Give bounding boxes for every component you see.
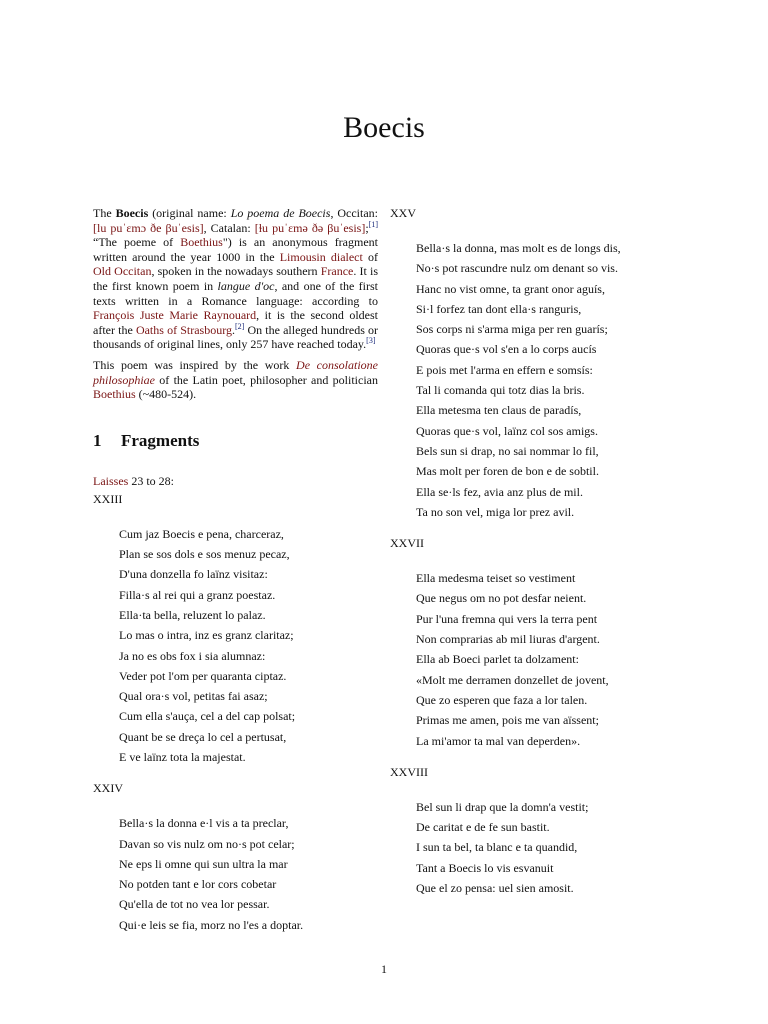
stanza-heading: XXV — [390, 206, 416, 220]
laisses-range: 23 to 28: — [128, 473, 174, 488]
page-number: 1 — [381, 962, 387, 976]
verse-line: Ella ab Boeci parlet ta dolzament: — [416, 652, 579, 667]
italic-text: Lo poema de Boecis — [230, 206, 331, 220]
italic-text: langue d'oc — [217, 278, 275, 293]
verse-line: Bels sun si drap, no sai nommar lo fil, — [416, 443, 599, 458]
text-run: On the alleged hundreds or thousands of original lines, only 257 have reached today. — [93, 322, 379, 352]
stanza — [390, 206, 680, 522]
verse-line: Davan so vis nulz om no·s pot celar; — [119, 836, 295, 851]
text-run: , Occitan: — [330, 206, 379, 220]
verse-line: Cum ella s'auça, cel a del cap polsat; — [119, 709, 296, 724]
verse-line: Ella·ta bella, reluzent lo palaz. — [119, 607, 266, 622]
text-run: (original name: — [148, 206, 231, 220]
text-run: . — [232, 322, 235, 337]
stanza-heading: XXVII — [390, 536, 424, 551]
right-column — [390, 206, 680, 912]
verse-line: La mi'amor ta mal van deperden». — [416, 733, 581, 748]
verse-line: De caritat e de fe sun bastit. — [416, 820, 550, 835]
stanza — [390, 765, 680, 898]
inspiration-paragraph — [93, 358, 378, 402]
wiki-link[interactable]: France — [320, 264, 354, 279]
verse-line: Bella·s la donna, mas molt es de longs dis, — [416, 241, 621, 255]
reference-superscript — [366, 336, 375, 345]
reference-superscript — [369, 220, 378, 229]
text-run: , it is the second oldest after the — [93, 308, 378, 337]
stanza — [93, 492, 378, 768]
verse-line: Plan se sos dols e sos menuz pecaz, — [119, 547, 290, 562]
reference-link[interactable]: [3] — [366, 336, 376, 346]
verse-line: Filla·s al rei qui a granz poestaz. — [119, 587, 276, 602]
verse-line: I sun ta bel, ta blanc e ta quandid, — [416, 840, 578, 855]
verse-line: Ta no son vel, miga lor prez avil. — [416, 504, 575, 519]
verse-block — [119, 524, 378, 768]
verse-line: No·s pot rascundre nulz om denant so vis. — [416, 261, 618, 276]
stanza — [93, 781, 378, 935]
wiki-link[interactable]: De consolatione philosophiae — [93, 357, 378, 387]
verse-line: Hanc no vist omne, ta grant onor aguís, — [416, 281, 605, 296]
verse-line: No potden tant e lor cors cobetar — [119, 877, 277, 892]
verse-block — [416, 797, 680, 898]
section-title: Fragments — [121, 430, 200, 450]
verse-line: E pois met l'arma en effern e somsís: — [416, 362, 593, 377]
verse-block — [416, 568, 680, 751]
text-run: . It is the first known poem in — [93, 264, 378, 293]
laisses-link[interactable]: Laisses — [93, 473, 129, 488]
text-run: of the Latin poet, philosopher and politician — [155, 372, 378, 387]
verse-line: Que el zo pensa: uel sien amosit. — [416, 881, 574, 896]
reference-link[interactable]: [1] — [368, 219, 379, 229]
verse-line: D'una donzella fo laïnz visitaz: — [119, 567, 268, 582]
text-run: , and one of the first texts written in a Romance language: according to — [93, 278, 379, 308]
text-run: “The poeme of — [93, 235, 181, 250]
verse-line: Ja no es obs fox i sia alumnaz: — [119, 648, 266, 663]
laisses-intro — [93, 474, 378, 488]
verse-line: Ella se·ls fez, avia anz plus de mil. — [416, 484, 583, 499]
reference-link[interactable]: [2] — [235, 321, 245, 331]
wiki-link[interactable]: [ɫu puˈɛmə ðə βuˈesis] — [254, 220, 366, 235]
section-heading — [93, 430, 378, 452]
intro-paragraph — [93, 206, 378, 352]
verse-line: Non comprarias ab mil liuras d'argent. — [416, 632, 600, 647]
section-number: 1 — [93, 430, 102, 450]
verse-block — [416, 238, 680, 522]
text-run: of — [362, 249, 378, 264]
wiki-link[interactable]: [lu puˈɛmɔ ðe βuˈesis] — [93, 220, 204, 235]
stanza-heading: XXVIII — [390, 764, 428, 779]
page-title: Boecis — [343, 111, 425, 144]
verse-line: Que negus om no pot desfar neient. — [416, 591, 587, 606]
wiki-link[interactable]: Oaths of Strasbourg — [135, 322, 232, 337]
stanza-heading: XXIII — [93, 491, 123, 506]
verse-line: Quant be se dreça lo cel a pertusat, — [119, 729, 287, 744]
verse-line: Tant a Boecis lo vis esvanuit — [416, 860, 554, 875]
wiki-link[interactable]: Limousin dialect — [279, 249, 363, 264]
text-run: ; — [365, 220, 369, 235]
verse-line: Ella metesma ten claus de paradís, — [416, 403, 582, 418]
verse-line: Tal li comanda qui totz dias la bris. — [416, 383, 585, 398]
verse-line: Qui·e leis se fia, morz no l'es a doptar. — [119, 917, 304, 932]
verse-line: Ella medesma teiset so vestiment — [416, 571, 576, 586]
text-run: , Catalan: — [203, 220, 255, 235]
verse-line: Lo mas o intra, inz es granz claritaz; — [119, 628, 294, 643]
verse-line: Quoras que·s vol s'en a lo corps aucís — [416, 342, 597, 357]
verse-line: Bel sun li drap que la domn'a vestit; — [416, 799, 589, 814]
verse-line: Mas molt per foren de bon e de sobtil. — [416, 464, 599, 479]
verse-line: Cum jaz Boecis e pena, charceraz, — [119, 526, 284, 541]
verse-block — [119, 813, 378, 935]
wiki-link[interactable]: Boethius — [93, 387, 136, 402]
verse-line: E ve laïnz tota la majestat. — [119, 749, 246, 764]
wiki-link[interactable]: Old Occitan — [93, 264, 152, 279]
verse-line: Qual ora·s vol, petitas fai asaz; — [119, 689, 268, 704]
reference-superscript — [235, 322, 244, 331]
verse-line: Ne eps li omne qui sun ultra la mar — [119, 856, 288, 871]
verse-line: Quoras que·s vol, laïnz col sos amigs. — [416, 423, 598, 438]
text-run: ") is an anonymous fragment written around the year 1000 in the — [93, 235, 379, 264]
verse-line: Bella·s la donna e·l vis a ta preclar, — [119, 816, 289, 831]
verse-line: Sos corps ni s'arma miga per ren guarís; — [416, 322, 608, 337]
left-column — [93, 206, 378, 949]
wiki-link[interactable]: François Juste Marie Raynouard — [93, 308, 257, 323]
text-run: This poem was inspired by the work — [93, 357, 297, 372]
verse-line: «Molt me derramen donzellet de jovent, — [416, 672, 609, 687]
verse-line: Qu'ella de tot no vea lor pessar. — [119, 897, 270, 912]
stanza — [390, 536, 680, 751]
text-run: (~480-524). — [135, 387, 197, 402]
verse-line: Veder pot l'om per quaranta ciptaz. — [119, 668, 287, 683]
verse-line: Primas me amen, pois me van aïssent; — [416, 713, 599, 728]
text-run: The — [93, 206, 116, 220]
wiki-link[interactable]: Boethius — [180, 235, 223, 250]
verse-line: Pur l'una fremna qui vers la terra pent — [416, 611, 598, 626]
verse-line: Si·l forfez tan dont ella·s ranguris, — [416, 301, 582, 316]
bold-text: Boecis — [115, 206, 149, 220]
verse-line: Que zo esperen que faza a lor talen. — [416, 692, 588, 707]
stanza-heading: XXIV — [93, 781, 123, 796]
text-run: , spoken in the nowadays southern — [151, 264, 321, 279]
